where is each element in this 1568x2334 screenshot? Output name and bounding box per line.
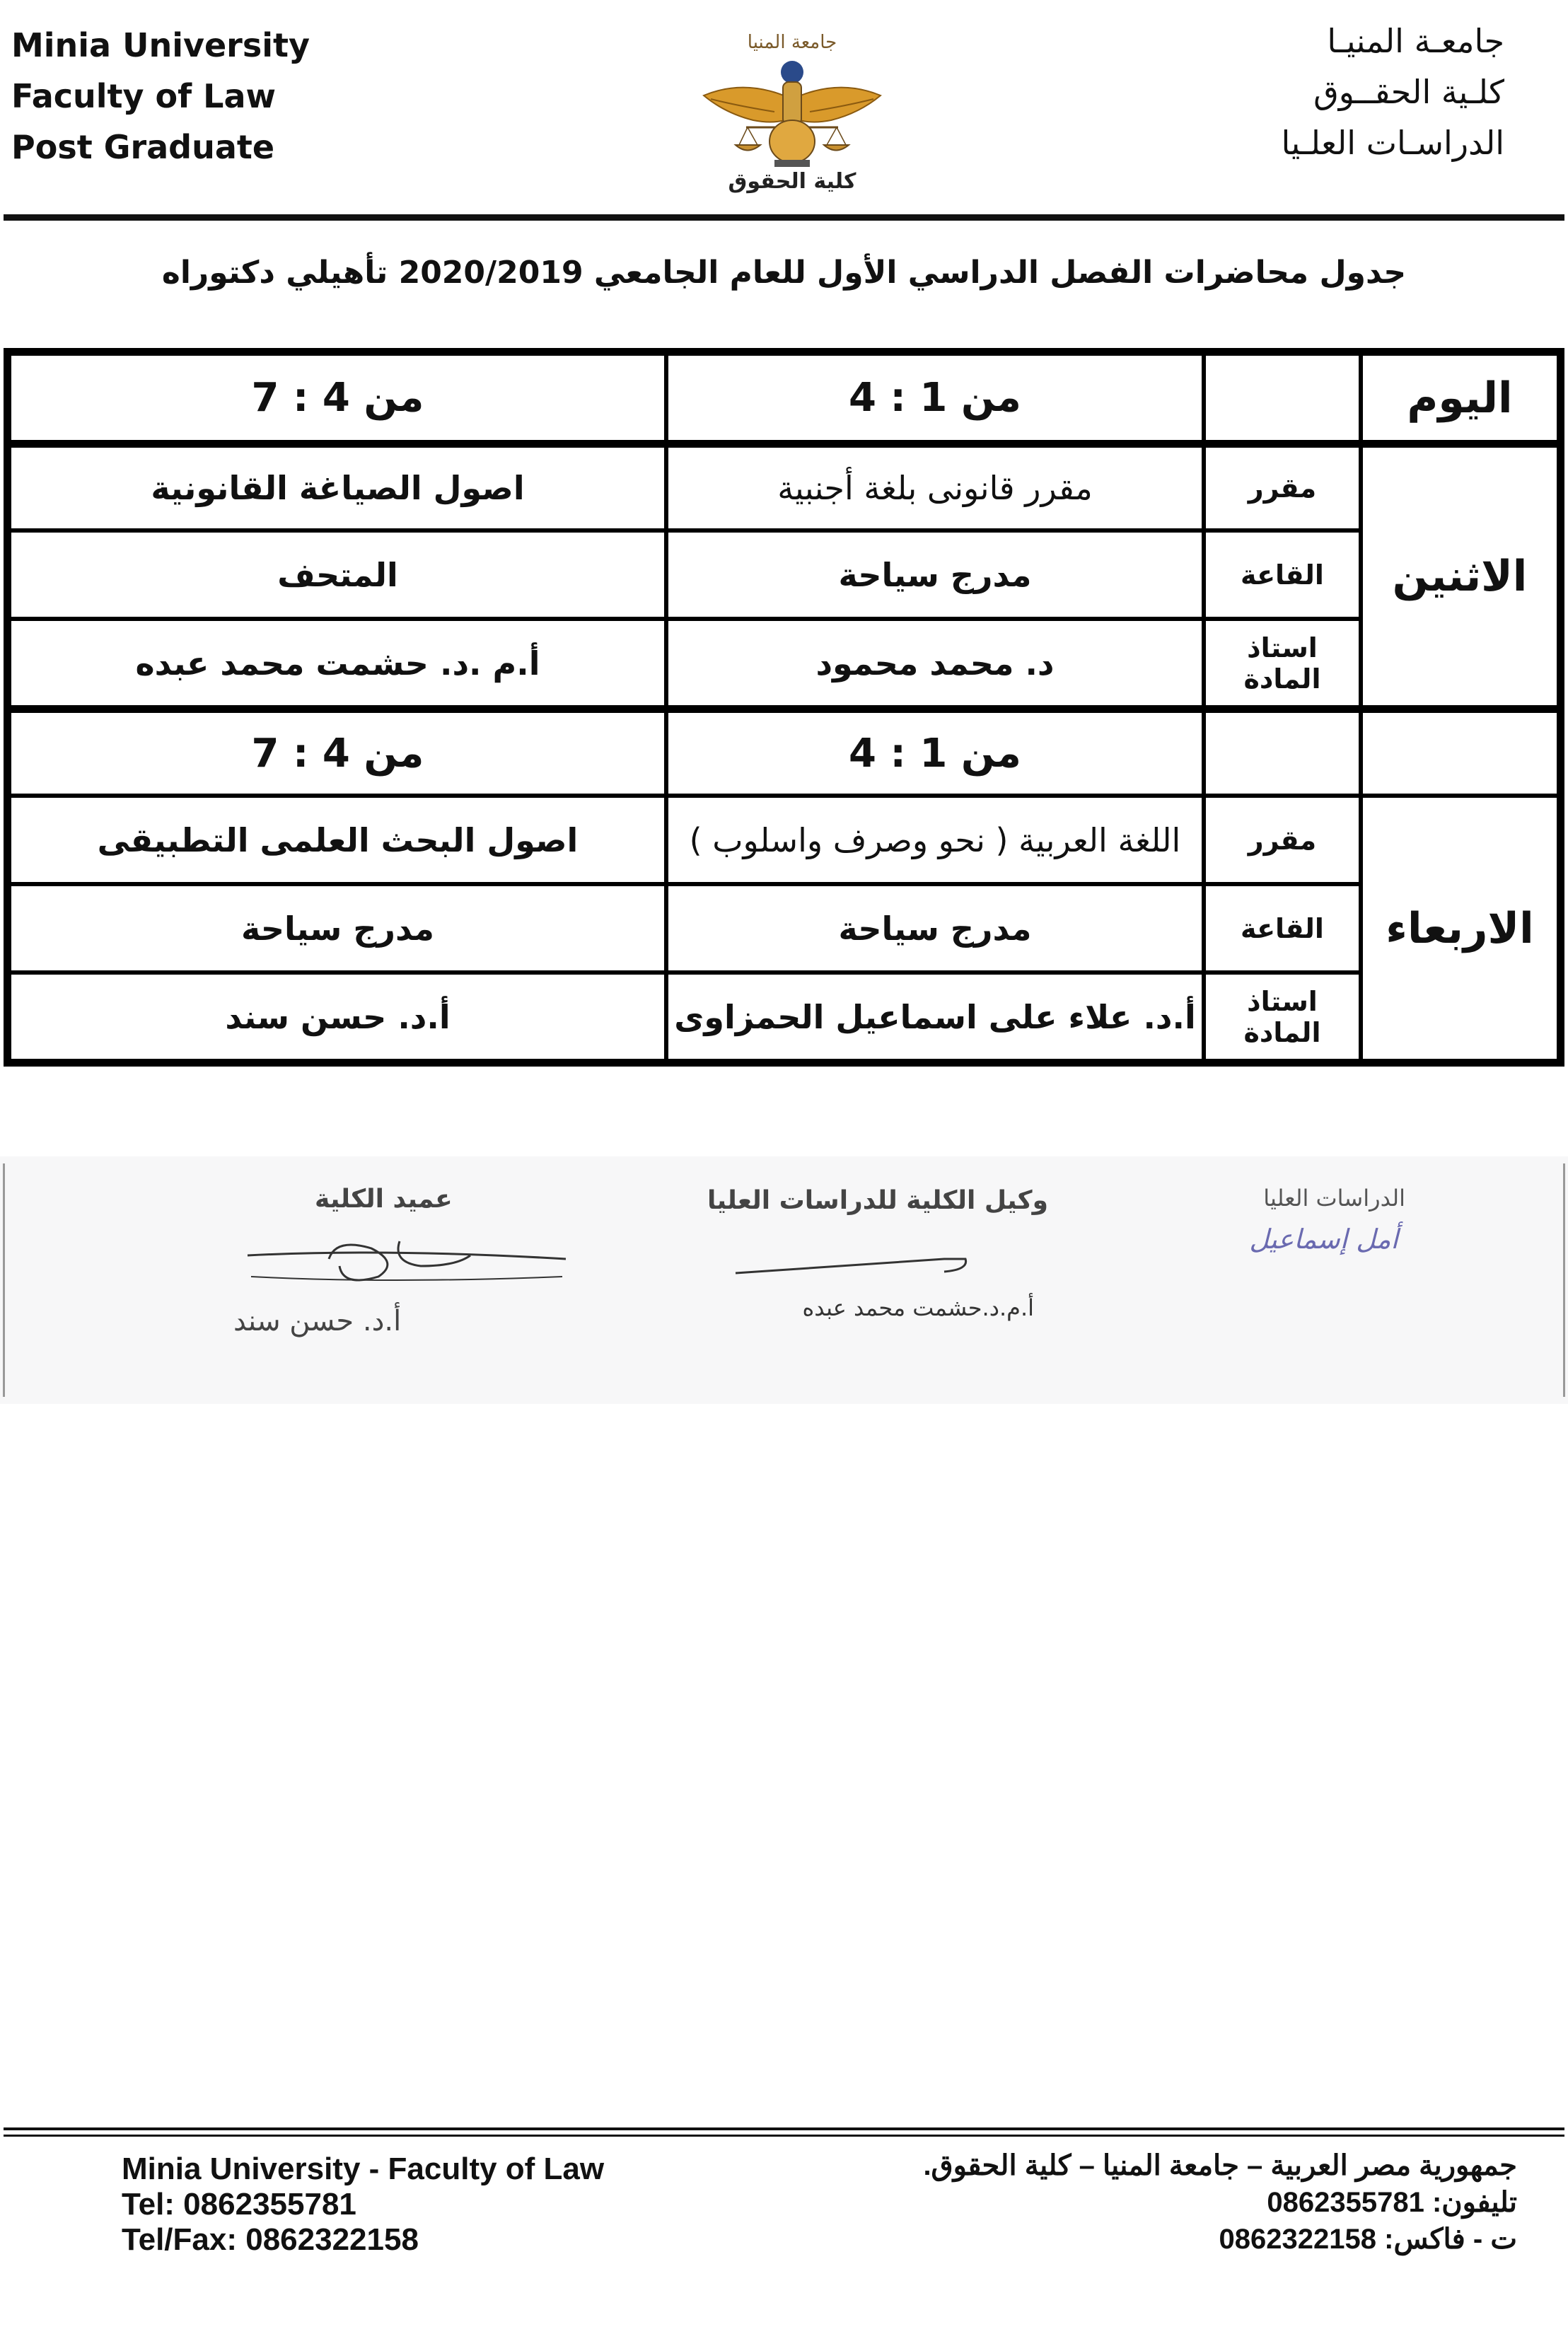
- table-row: [9, 796, 1559, 884]
- signatures-area: [0, 1156, 1568, 1404]
- footer-tel-en: Tel: 0862355781: [122, 2187, 356, 2222]
- course-cell: اصول الصياغة القانونية: [9, 442, 666, 530]
- department-name-en: Post Graduate: [11, 128, 275, 166]
- course-label: مقرر: [1204, 442, 1361, 530]
- table-row: [9, 884, 1559, 972]
- header-arabic: [1282, 16, 1505, 168]
- scan-edge-right: [1563, 1163, 1565, 1397]
- hall-cell: مدرج سياحة: [9, 884, 666, 972]
- header-divider: [4, 214, 1564, 221]
- faculty-name-ar: كلـية الحقــوق: [1313, 73, 1504, 111]
- department-name-ar: الدراسـات العلـيا: [1281, 124, 1504, 162]
- course-cell: اصول البحث العلمى التطبيقى: [9, 796, 666, 884]
- footer-fax-en: Tel/Fax: 0862322158: [122, 2222, 419, 2257]
- professor-cell: أ.د. حسن سند: [9, 972, 666, 1061]
- time-slot-2: من 4 : 7: [9, 707, 666, 796]
- footer-tel-ar: تليفون: 0862355781: [1267, 2187, 1517, 2218]
- dean-signature-title: عميد الكلية: [315, 1185, 453, 1214]
- professor-cell: أ.د. علاء على اسماعيل الحمزاوى: [666, 972, 1204, 1061]
- dean-signature-mark: [244, 1227, 569, 1305]
- course-cell: اللغة العربية ( نحو وصرف واسلوب ): [666, 796, 1204, 884]
- table-row: [9, 619, 1559, 707]
- empty-cell: [1361, 707, 1559, 796]
- table-row: [9, 354, 1559, 442]
- table-row: [9, 972, 1559, 1061]
- day-wednesday: الاربعاء: [1361, 796, 1559, 1061]
- table-row: [9, 530, 1559, 619]
- professor-label: استاذ المادة: [1204, 619, 1361, 707]
- footer-english: [122, 2152, 604, 2258]
- logo-bottom-text: كلية الحقوق: [728, 169, 856, 194]
- hall-label: القاعة: [1204, 884, 1361, 972]
- professor-cell: أ.م .د. حشمت محمد عبده: [9, 619, 666, 707]
- time-slot-1: من 1 : 4: [666, 707, 1204, 796]
- postgrad-signature-title: الدراسات العليا: [1263, 1185, 1405, 1212]
- empty-cell: [1204, 354, 1361, 442]
- hall-cell: مدرج سياحة: [666, 530, 1204, 619]
- professor-cell: د. محمد محمود: [666, 619, 1204, 707]
- day-column-header: اليوم: [1361, 354, 1559, 442]
- empty-cell: [1204, 707, 1361, 796]
- header-english: [11, 20, 310, 173]
- postgrad-signature-name: أمل إسماعيل: [1249, 1224, 1398, 1255]
- university-name-ar: جامعـة المنيـا: [1327, 22, 1504, 60]
- faculty-name-en: Faculty of Law: [11, 77, 277, 115]
- footer-arabic: [923, 2147, 1517, 2258]
- vice-dean-signature-title: وكيل الكلية للدراسات العليا: [707, 1186, 1048, 1215]
- hall-label: القاعة: [1204, 530, 1361, 619]
- course-label: مقرر: [1204, 796, 1361, 884]
- footer-org-en: Minia University - Faculty of Law: [122, 2152, 605, 2186]
- vice-dean-signature-name: أ.م.د.حشمت محمد عبده: [802, 1294, 1034, 1321]
- day-monday: الاثنين: [1361, 442, 1559, 707]
- table-row: [9, 442, 1559, 530]
- document-title: جدول محاضرات الفصل الدراسي الأول للعام الجامعي 2020/2019 تأهيلي دكتوراه: [161, 255, 1407, 291]
- footer-org-ar: جمهورية مصر العربية – جامعة المنيا – كلية الحقوق.: [923, 2150, 1517, 2181]
- faculty-logo: [697, 21, 888, 194]
- footer-fax-ar: ت - فاكس: 0862322158: [1219, 2224, 1517, 2255]
- vice-dean-signature-mark: [732, 1238, 1001, 1287]
- footer-divider: [4, 2135, 1564, 2137]
- time-slot-1: من 1 : 4: [666, 354, 1204, 442]
- course-cell: مقرر قانونى بلغة أجنبية: [666, 442, 1204, 530]
- lecture-schedule-table: [4, 348, 1564, 1067]
- table-row: [9, 707, 1559, 796]
- professor-label: استاذ المادة: [1204, 972, 1361, 1061]
- hall-cell: مدرج سياحة: [666, 884, 1204, 972]
- footer-divider: [4, 2127, 1564, 2130]
- scan-edge-left: [3, 1163, 5, 1397]
- university-name-en: Minia University: [11, 26, 310, 64]
- logo-top-text: جامعة المنيا: [747, 32, 837, 53]
- dean-signature-name: أ.د. حسن سند: [233, 1305, 402, 1337]
- time-slot-2: من 4 : 7: [9, 354, 666, 442]
- hall-cell: المتحف: [9, 530, 666, 619]
